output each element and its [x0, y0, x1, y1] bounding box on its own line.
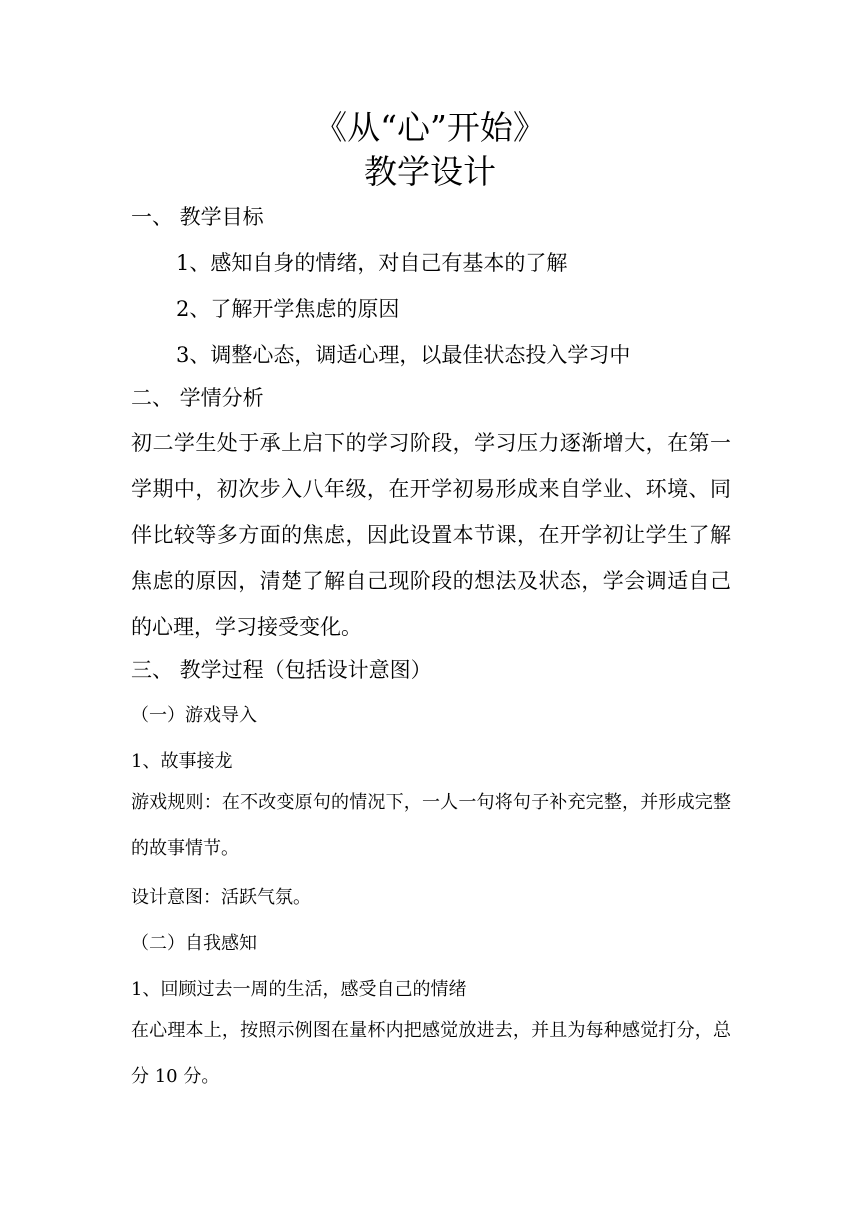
game-intent: 设计意图：活跃气氛。 [131, 887, 311, 908]
analysis-paragraph: 初二学生处于承上启下的学习阶段，学习压力逐渐增大，在第一学期中，初次步入八年级，在开学初易形成来自学业、环境、同伴比较等多方面的焦虑，因此设置本节课，在开学初让学生了解焦虑的原因，清楚了解自己现阶段的想法及状态，学会调适自己的心理，学习接受变化。 [131, 431, 731, 639]
self-perception-text: 在心理本上，按照示例图在量杯内把感觉放进去，并且为每种感觉打分，总分 10 分。 [131, 1020, 731, 1087]
subsection-heading-self-perception: （二）自我感知 [131, 933, 257, 954]
subsection-heading-game: （一）游戏导入 [131, 705, 257, 726]
self-perception-item: 1、回顾过去一周的生活，感受自己的情绪 [131, 979, 467, 1000]
game-item: 1、故事接龙 [131, 751, 233, 772]
goal-item: 1、感知自身的情绪，对自己有基本的了解 [176, 251, 568, 275]
document-subtitle: 教学设计 [364, 152, 496, 191]
goal-item: 3、调整心态，调适心理，以最佳状态投入学习中 [176, 343, 631, 367]
section-heading-analysis: 二、 学情分析 [131, 386, 264, 410]
document-title: 《从“心”开始》 [314, 108, 546, 147]
section-heading-goals: 一、 教学目标 [131, 205, 264, 229]
section-heading-process: 三、 教学过程（包括设计意图） [131, 658, 432, 682]
game-rules: 游戏规则：在不改变原句的情况下，一人一句将句子补充完整，并形成完整的故事情节。 [131, 792, 731, 859]
goal-item: 2、了解开学焦虑的原因 [176, 297, 400, 321]
